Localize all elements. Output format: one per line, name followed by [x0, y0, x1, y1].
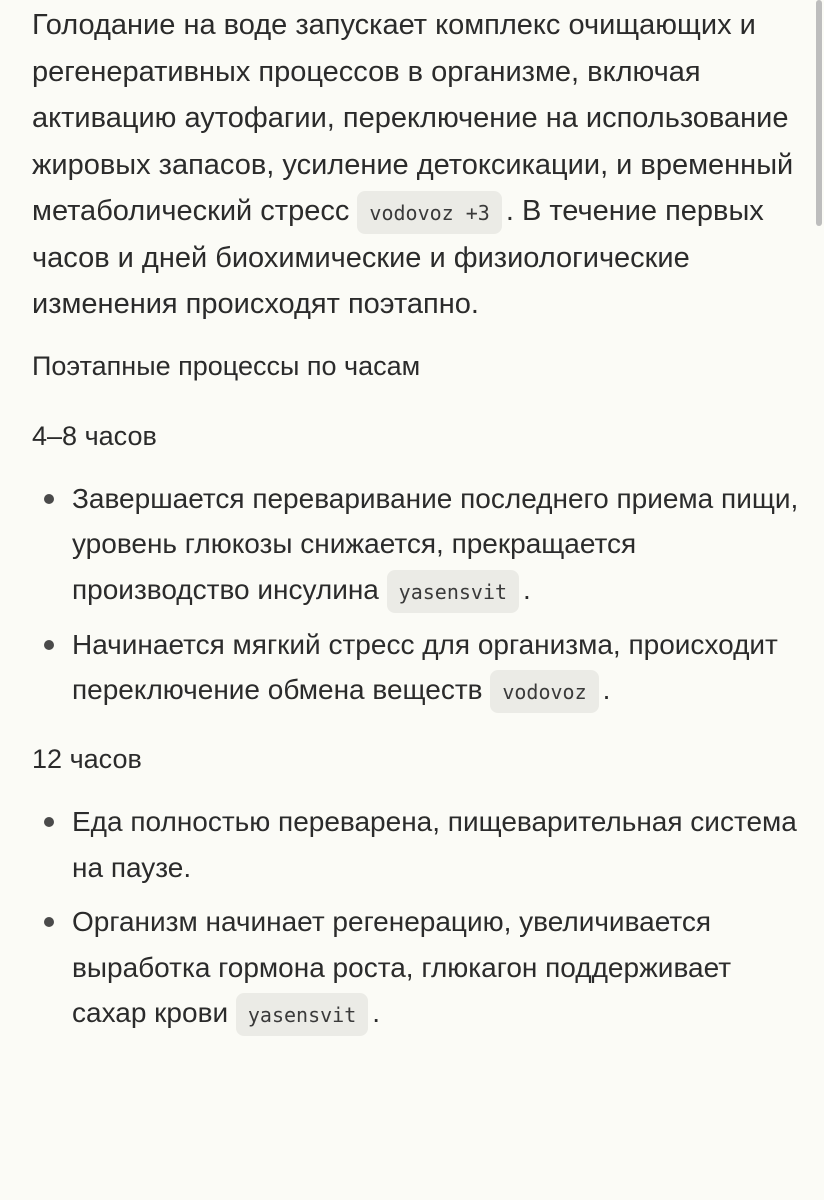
- source-chip[interactable]: vodovoz +3: [357, 191, 501, 234]
- range-number: 4–8: [32, 420, 78, 451]
- bullet-list: [32, 476, 802, 714]
- list-item-end: .: [523, 573, 531, 605]
- list-item-text: Организм начинает регенерацию, увеличивается выработка гормона роста, глюкагон поддерживает сахар крови: [72, 906, 732, 1029]
- range-unit: часов: [84, 420, 157, 451]
- list-item: [72, 899, 802, 1036]
- list-item: [72, 476, 802, 613]
- message-content: [32, 0, 802, 1045]
- range-unit: часов: [69, 744, 142, 775]
- range-heading: [32, 418, 802, 454]
- intro-text-end: . В течение первых часов и дней биохимические и физиологические изменения происходят поэтапно.: [32, 195, 764, 320]
- list-item: [72, 799, 802, 890]
- source-chip[interactable]: vodovoz: [490, 670, 598, 713]
- intro-paragraph: [32, 0, 802, 328]
- source-chip[interactable]: yasensvit: [236, 993, 368, 1036]
- bullet-icon: [44, 494, 54, 504]
- list-item-end: .: [372, 997, 381, 1029]
- list-item: [72, 622, 802, 714]
- bullet-list: [32, 799, 802, 1036]
- range-number: 12: [32, 744, 63, 775]
- intro-text: Голодание на воде запускает комплекс очищающих и регенеративных процессов в организме, включая активацию аутофагии, переключение на использование жировых запасов, усиление детоксикации, и временный метаболический стресс: [32, 9, 794, 227]
- bullet-icon: [44, 817, 54, 827]
- scrollbar[interactable]: [816, 0, 822, 226]
- bullet-icon: [44, 640, 54, 650]
- list-item-text: Начинается мягкий стресс для организма, происходит переключение обмена веществ: [72, 628, 778, 706]
- list-item-text: Еда полностью переварена, пищеварительная система на паузе.: [72, 806, 797, 883]
- list-item-text: Завершается переваривание последнего приема пищи, уровень глюкозы снижается, прекращается производство инсулина: [72, 482, 799, 605]
- section-heading: Поэтапные процессы по часам: [32, 350, 421, 381]
- source-chip[interactable]: yasensvit: [387, 570, 519, 613]
- bullet-icon: [44, 917, 54, 927]
- list-item-end: .: [602, 674, 611, 706]
- range-heading: [32, 741, 802, 777]
